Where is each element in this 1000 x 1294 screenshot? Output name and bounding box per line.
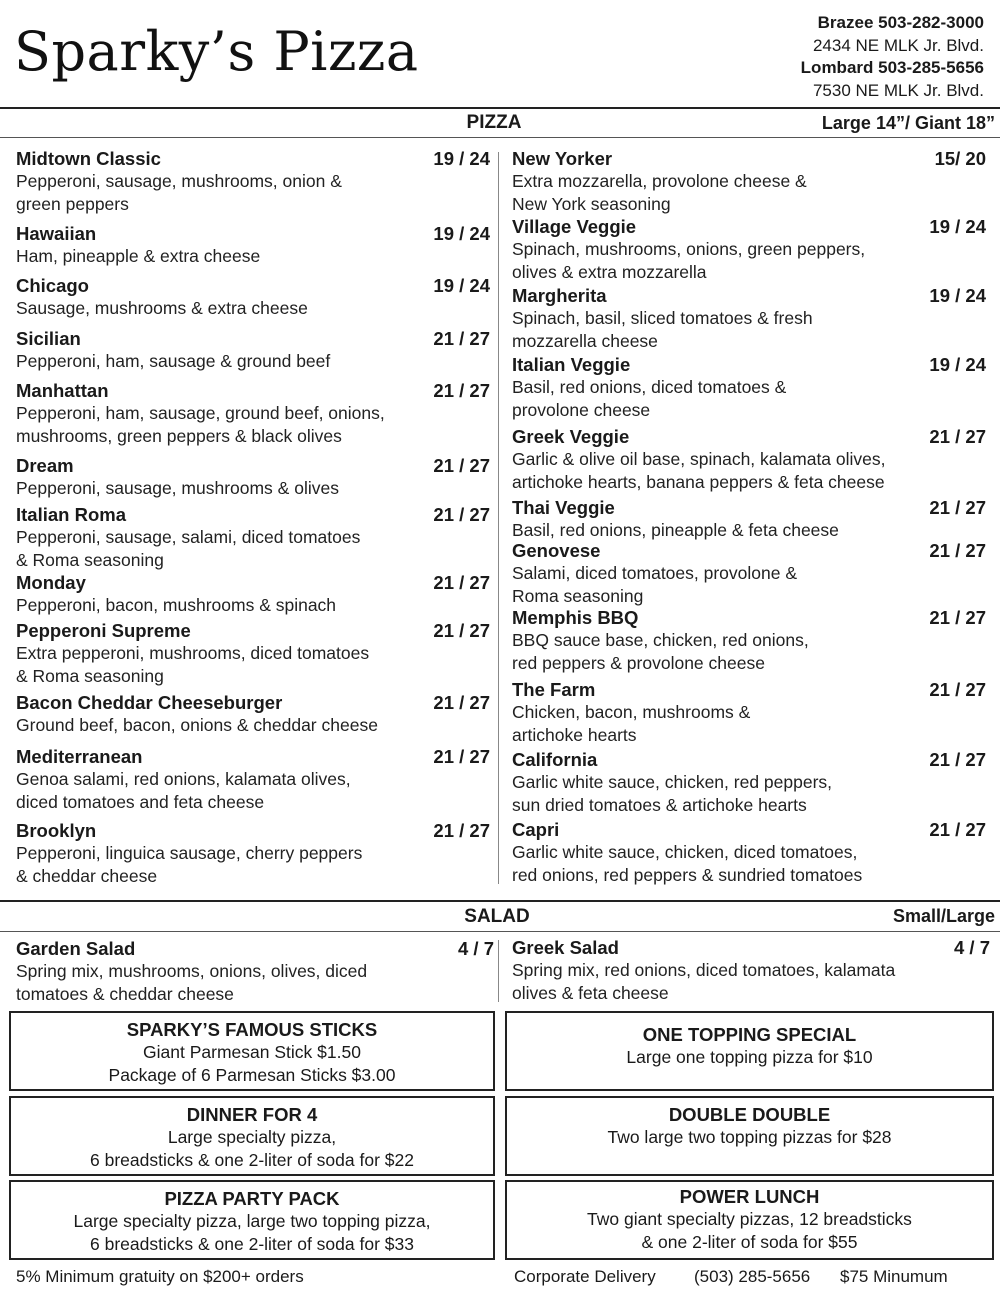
menu-item-description: Spinach, basil, sliced tomatoes & fresh [512,308,813,328]
menu-item-name: Italian Veggie [512,354,631,375]
menu-item-name: Monday [16,572,86,593]
menu-item [512,679,986,747]
menu-item-price: 21 / 27 [433,746,490,767]
special-offer-box [9,1011,495,1091]
menu-item [16,572,490,617]
menu-item-price: 21 / 27 [433,504,490,525]
menu-item-name: Hawaiian [16,223,97,244]
menu-item-description: Pepperoni, linguica sausage, cherry peppers [16,843,363,863]
special-offer-detail: 6 breadsticks & one 2-liter of soda for $22 [90,1150,414,1170]
menu-item-price: 21 / 27 [433,572,490,593]
pizza-section-title: PIZZA [466,112,522,133]
menu-item [512,354,986,422]
menu-item-description: Chicken, bacon, mushrooms & [512,702,751,722]
menu-item-description: Extra pepperoni, mushrooms, diced tomatoes [16,643,370,663]
delivery-label: Corporate Delivery [514,1267,656,1286]
menu-item-price: 21 / 27 [929,497,986,518]
menu-item-name: Midtown Classic [16,148,161,169]
menu-item-price: 21 / 27 [433,380,490,401]
menu-item-description: Garlic white sauce, chicken, red peppers, [512,772,833,792]
menu-item-description: Ground beef, bacon, onions & cheddar cheese [16,715,378,735]
menu-item-name: Thai Veggie [512,497,615,518]
special-offer-box [505,1180,994,1260]
special-offer-detail: Two giant specialty pizzas, 12 breadsticks [587,1209,912,1229]
divider [0,931,1000,932]
menu-item [16,328,490,373]
special-offer-title: DOUBLE DOUBLE [668,1104,831,1125]
menu-item-name: Greek Veggie [512,426,630,447]
column-divider [498,152,499,884]
special-offer-box [505,1011,994,1091]
menu-item-price: 21 / 27 [929,819,986,840]
divider [0,137,1000,138]
divider [0,900,1000,902]
menu-item [16,455,490,500]
menu-item-description: New York seasoning [512,194,671,214]
menu-item-price: 19 / 24 [929,285,986,306]
menu-item-description: Extra mozzarella, provolone cheese & [512,171,807,191]
special-offer-detail: & one 2-liter of soda for $55 [641,1232,858,1252]
menu-item [16,746,490,814]
special-offer-title: PIZZA PARTY PACK [164,1188,340,1209]
special-offer-title: DINNER FOR 4 [186,1104,318,1125]
location-phone: Lombard 503-285-5656 [800,58,984,78]
special-offer-box [9,1096,495,1176]
special-offer-detail: Giant Parmesan Stick $1.50 [143,1042,361,1062]
menu-item-description: Salami, diced tomatoes, provolone & [512,563,798,583]
menu-item-description: Pepperoni, bacon, mushrooms & spinach [16,595,337,615]
menu-item-price: 15/ 20 [934,148,986,169]
menu-item-description: & Roma seasoning [16,666,164,686]
menu-item-description: Sausage, mushrooms & extra cheese [16,298,308,318]
menu-item-name: Greek Salad [512,937,619,958]
menu-item-price: 19 / 24 [929,216,986,237]
menu-item-description: mushrooms, green peppers & black olives [16,426,342,446]
menu-item [16,692,490,737]
special-offer-detail: Large one topping pizza for $10 [626,1047,873,1067]
special-offer-title: POWER LUNCH [679,1186,820,1207]
menu-item-name: New Yorker [512,148,613,169]
menu-item-price: 21 / 27 [929,426,986,447]
menu-item [512,148,986,216]
menu-item-description: Roma seasoning [512,586,644,606]
menu-item-name: Garden Salad [16,938,136,959]
restaurant-title: Sparky’s Pizza [14,20,419,83]
menu-item [16,820,490,888]
menu-item-price: 21 / 27 [433,455,490,476]
menu-item-description: red peppers & provolone cheese [512,653,765,673]
menu-item-description: & Roma seasoning [16,550,164,570]
menu-item [512,819,986,887]
special-offer-title: SPARKY’S FAMOUS STICKS [126,1019,378,1040]
menu-item-description: Basil, red onions, diced tomatoes & [512,377,787,397]
menu-item-price: 4 / 7 [458,938,494,959]
menu-item-description: Pepperoni, ham, sausage & ground beef [16,351,331,371]
menu-item-description: tomatoes & cheddar cheese [16,984,234,1004]
delivery-phone: (503) 285-5656 [694,1267,811,1286]
menu-item [16,275,490,320]
special-offer-detail: Two large two topping pizzas for $28 [607,1127,892,1147]
menu-item [512,540,986,608]
menu-item-name: Village Veggie [512,216,637,237]
menu-item-price: 21 / 27 [929,749,986,770]
contact-block [801,12,984,102]
menu-item-name: Brooklyn [16,820,97,841]
delivery-minimum: $75 Minumum [840,1267,948,1286]
special-offer-detail: Large specialty pizza, [167,1127,337,1147]
menu-item [512,497,986,542]
special-offer-detail: Large specialty pizza, large two topping pizza, [73,1211,431,1231]
menu-item-description: Pepperoni, sausage, mushrooms, onion & [16,171,342,191]
menu-item-price: 21 / 27 [433,820,490,841]
menu-item-price: 19 / 24 [433,275,490,296]
gratuity-note: 5% Minimum gratuity on $200+ orders [16,1267,304,1286]
menu-item-name: The Farm [512,679,596,700]
menu-item [512,216,986,284]
menu-item-description: Pepperoni, sausage, salami, diced tomatoes [16,527,361,547]
special-offer-box [9,1180,495,1260]
menu-item [16,504,490,572]
location-address: 7530 NE MLK Jr. Blvd. [812,80,984,100]
menu-item-description: olives & extra mozzarella [512,262,707,282]
menu-item [16,938,494,1006]
menu-item [16,223,490,268]
menu-item-description: green peppers [16,194,129,214]
menu-item [16,380,490,448]
menu-item-description: & cheddar cheese [16,866,158,886]
menu-item-price: 4 / 7 [954,937,990,958]
menu-item-description: artichoke hearts [512,725,637,745]
menu-item-description: Pepperoni, ham, sausage, ground beef, onions, [16,403,385,423]
menu-item-description: Garlic white sauce, chicken, diced tomatoes, [512,842,858,862]
salad-section-title: SALAD [464,906,530,927]
menu-item-name: Sicilian [16,328,81,349]
menu-item [16,148,490,216]
menu-item-description: diced tomatoes and feta cheese [16,792,265,812]
menu-item-description: BBQ sauce base, chicken, red onions, [512,630,809,650]
menu-item-name: Memphis BBQ [512,607,639,628]
salad-size-label: Small/Large [892,906,995,926]
menu-item [16,620,490,688]
menu-item-description: Basil, red onions, pineapple & feta cheese [512,520,839,540]
menu-item-description: Ham, pineapple & extra cheese [16,246,261,266]
menu-item-description: Garlic & olive oil base, spinach, kalamata olives, [512,449,886,469]
menu-item-name: Capri [512,819,560,840]
menu-item-name: California [512,749,598,770]
menu-item-price: 21 / 27 [433,328,490,349]
menu-item-price: 21 / 27 [433,692,490,713]
menu-item-name: Margherita [512,285,607,306]
menu-item-description: artichoke hearts, banana peppers & feta cheese [512,472,885,492]
pizza-size-label: Large 14”/ Giant 18” [821,113,995,133]
menu-item-name: Bacon Cheddar Cheeseburger [16,692,283,713]
menu-item-description: mozzarella cheese [512,331,658,351]
divider [0,107,1000,109]
special-offer-box [505,1096,994,1176]
menu-item-price: 19 / 24 [929,354,986,375]
menu-item-name: Pepperoni Supreme [16,620,191,641]
menu-item-description: olives & feta cheese [512,983,669,1003]
menu-item-description: sun dried tomatoes & artichoke hearts [512,795,807,815]
menu-item-name: Mediterranean [16,746,143,767]
menu-item-price: 21 / 27 [929,607,986,628]
location-phone: Brazee 503-282-3000 [817,13,984,32]
menu-item [512,607,986,675]
menu-item-description: Spring mix, mushrooms, onions, olives, diced [16,961,368,981]
menu-item-description: Pepperoni, sausage, mushrooms & olives [16,478,339,498]
special-offer-title: ONE TOPPING SPECIAL [642,1024,857,1045]
location-address: 2434 NE MLK Jr. Blvd. [812,35,984,55]
menu-item-description: Spring mix, red onions, diced tomatoes, kalamata [512,960,896,980]
menu-item-name: Chicago [16,275,89,296]
menu-item-price: 21 / 27 [929,679,986,700]
menu-item [512,285,986,353]
menu-item-description: provolone cheese [512,400,651,420]
menu-item [512,426,986,494]
menu-item-name: Manhattan [16,380,109,401]
menu-item-price: 21 / 27 [433,620,490,641]
menu-item-name: Genovese [512,540,601,561]
special-offer-detail: 6 breadsticks & one 2-liter of soda for $33 [90,1234,414,1254]
menu-item-name: Dream [16,455,74,476]
menu-item-price: 19 / 24 [433,223,490,244]
menu-item [512,937,990,1005]
menu-item-price: 21 / 27 [929,540,986,561]
menu-item-description: red onions, red peppers & sundried tomatoes [512,865,863,885]
menu-item-description: Genoa salami, red onions, kalamata olives, [16,769,351,789]
special-offer-detail: Package of 6 Parmesan Sticks $3.00 [108,1065,396,1085]
menu-item [512,749,986,817]
menu-item-name: Italian Roma [16,504,126,525]
menu-item-price: 19 / 24 [433,148,490,169]
column-divider [498,940,499,1002]
menu-item-description: Spinach, mushrooms, onions, green peppers, [512,239,866,259]
